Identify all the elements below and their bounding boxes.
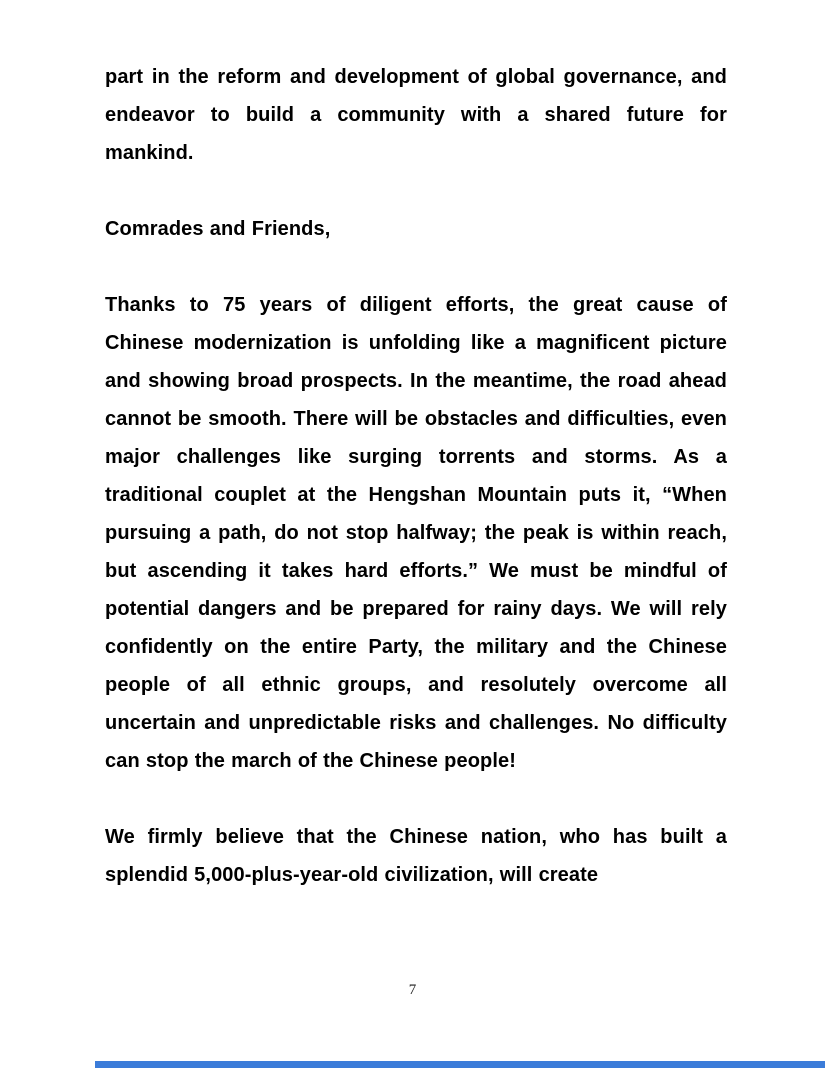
page-number: 7 (408, 982, 417, 998)
document-body (105, 58, 727, 894)
paragraph-salutation: Comrades and Friends, (105, 218, 331, 240)
paragraph-closing: We firmly believe that the Chinese nation, who has built a splendid 5,000-plus-year-old civilization, will create (105, 826, 727, 886)
paragraph-main: Thanks to 75 years of diligent efforts, the great cause of Chinese modernization is unfolding like a magnificent picture and showing broad prospects. In the meantime, the road ahead cannot be smooth. There will be obstacles and difficulties, even major challenges like surging torrents and storms. As a traditional couplet at the Hengshan Mountain puts it, “When pursuing a path, do not stop halfway; the peak is within reach, but ascending it takes hard efforts.” We must be mindful of potential dangers and be prepared for rainy days. We will rely confidently on the entire Party, the military and the Chinese people of all ethnic groups, and resolutely overcome all uncertain and unpredictable risks and challenges. No difficulty can stop the march of the Chinese people! (105, 294, 727, 772)
paragraph-continuation: part in the reform and development of global governance, and endeavor to build a community with a shared future for mankind. (105, 66, 727, 164)
bottom-blue-bar (95, 1061, 825, 1068)
